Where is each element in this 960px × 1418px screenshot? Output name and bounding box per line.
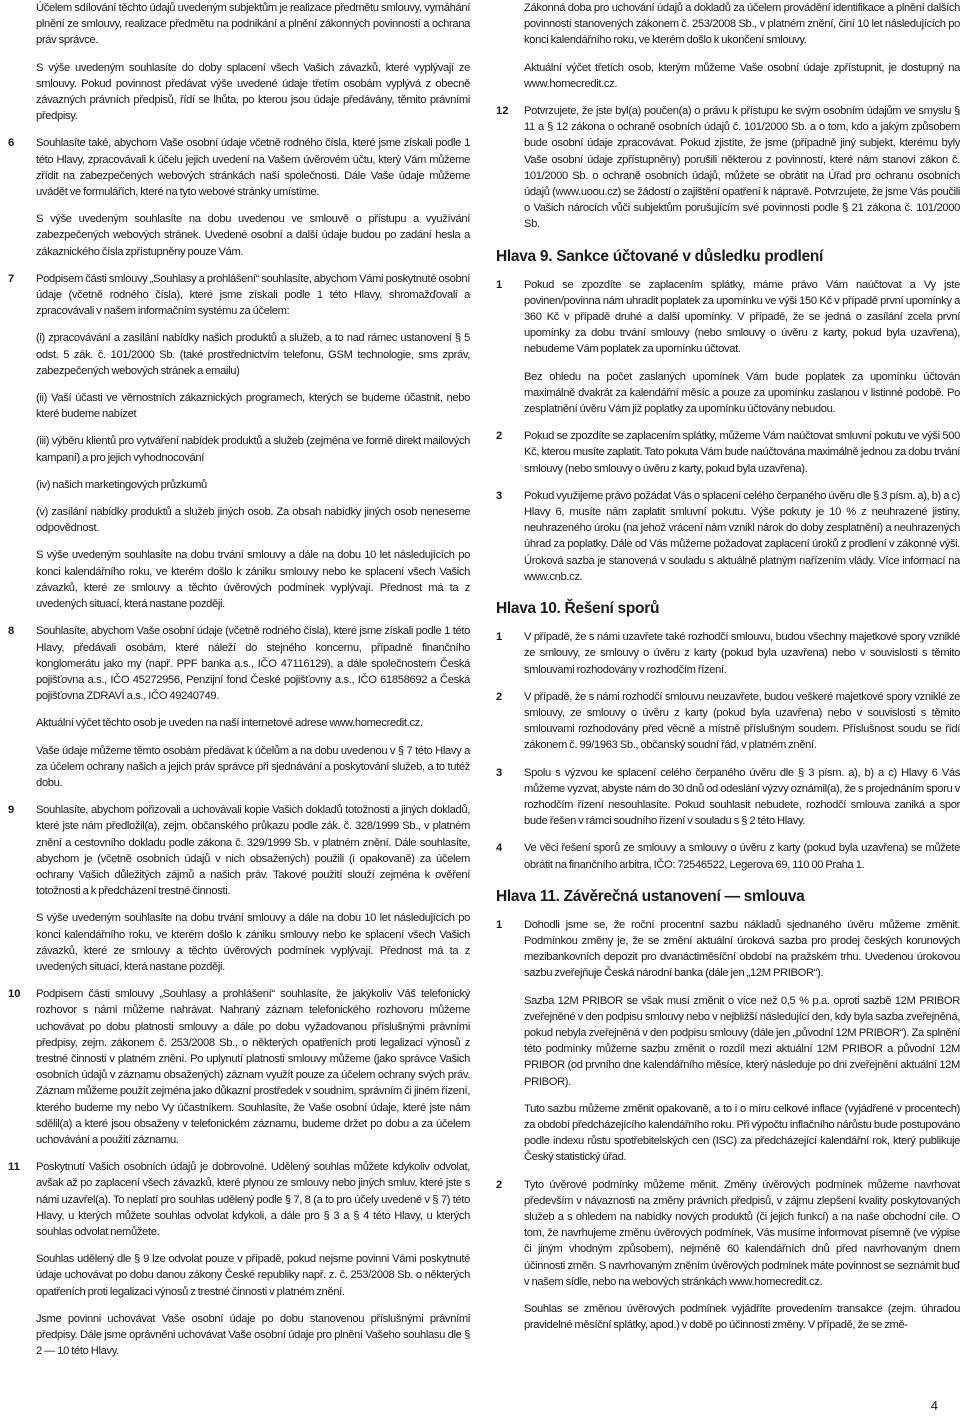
paragraph: Pokud využijeme právo požádat Vás o splacení celého čerpaného úvěru dle § 3 písm. a), b) a c) Hlavy 6, musíte nám zaplatit smluvní pokutu. Výše pokuty je 10 % z neuhrazené jistiny, neuhrazeného úroku (na jehož vrácení nám vznikl nárok do doby zesplatnění) a neuhrazených úhrad za poplatky. Dále od Vás můžeme požadovat zaplacení úroků z prodlení v zákonné výši. Úroková sazba je stanovená v souladu s aktuálně platným nařízením vlády. Více informací na www.cnb.cz.: [524, 489, 960, 583]
paragraph: S výše uvedeným souhlasíte do doby splacení všech Vašich závazků, které vyplývají ze smlouvy. Pokud povinnost předávat výše uvedené údaje třetím osobám vyplývá z obecně závazných právních předpisů, řídí se lhůta, po kterou jsou údaje předávány, těmito právními předpisy.: [36, 61, 470, 123]
paragraph: Pokud se zpozdíte se zaplacením splátky, máme právo Vám naúčtovat a Vy jste povinen/povinna nám uhradit poplatek za upomínku ve výši 150 Kč v případě první upomínky a 360 Kč v případě druhé a další upomínky. V případě, že se jedná o zasílání zcela první upomínky za dobu trvání smlouvy (nebo smlouvy o úvěru z karty, pokud byla uzavřena), nebudeme Vám poplatek za upomínku účtovat.: [524, 278, 960, 356]
section-11: [8, 1159, 470, 1359]
paragraph: Aktuální výčet třetích osob, kterým můžeme Vaše osobní údaje zpřístupnit, je dostupný na www.homecredit.cz.: [524, 61, 960, 90]
left-intro: [8, 0, 470, 124]
paragraph: Souhlasíte také, abychom Vaše osobní údaje včetně rodného čísla, které jsme získali podle 1 této Hlavy, zpracovávali k účelu jejich uvedení na Vašem úvěrovém účtu, který Vám můžeme zřídit na zabezpečených webových stránkách naší společnosti. Dále Vaše údaje můžeme uvádět ve formulářích, které na tyto webové stránky umístíme.: [36, 137, 470, 199]
paragraph: Ve věci řešení sporů ze smlouvy a smlouvy o úvěru z karty (pokud byla uzavřena) se můžete obrátit na finančního arbitra, IČO: 72546522, Legerova 69, 110 00 Praha 1.: [524, 842, 960, 871]
section-10: [8, 986, 470, 1148]
paragraph: S výše uvedeným souhlasíte na dobu uvedenou ve smlouvě o přístupu a využívání zabezpečených webových stránek. Uvedené osobní a další údaje budou po zadání hesla a zákaznického čísla zpřístupněny pouze Vám.: [36, 213, 470, 258]
paragraph: (v) zasílání nabídky produktů a služeb jiných osob. Za obsah nabídky jiných osob neneseme odpovědnost.: [36, 506, 470, 535]
paragraph: Účelem sdílování těchto údajů uvedeným subjektům je realizace předmětu smlouvy, vymáhání plnění ze smlouvy, realizace předmětu na podnikání a plnění zákonných povinností a ochrana práv správce.: [36, 2, 470, 47]
paragraph: Bez ohledu na počet zaslaných upomínek Vám bude poplatek za upomínku účtován maximálně dvakrát za kalendářní měsíc a pouze za upomínku zaslanou v listinné podobě. Po zesplatnění úvěru Vám již poplatky za upomínku účtovány nebudou.: [524, 370, 960, 416]
paragraph: (ii) Vaší účasti ve věrnostních zákaznických programech, kterých se budeme účastnit, nebo které budeme nabízet: [36, 392, 470, 421]
section-number: 6: [8, 137, 15, 150]
paragraph: Podpisem části smlouvy „Souhlasy a prohlášení“ souhlasíte, abychom Vámi poskytnuté osobní údaje (včetně rodného čísla), které jsme získali podle 1 této Hlavy, shromažďovali a zpracovávali v našem informačním systému za účelem:: [36, 272, 470, 318]
section-number: 1: [496, 918, 503, 931]
section-number: 2: [496, 430, 503, 443]
chapter-9-heading: Hlava 9. Sankce účtované v důsledku prodlení: [496, 247, 824, 265]
section-number: 2: [496, 690, 503, 703]
paragraph: Souhlas se změnou úvěrových podmínek vyjádříte provedením transakce (zejm. úhradou pravidelné měsíční splátky, apod.) v době po účinnosti změny. V případě, že se změ-: [524, 1303, 960, 1332]
chapter-9-section-3: [496, 488, 960, 585]
section-6: [8, 135, 470, 259]
chapter-10-section-3: [496, 765, 960, 830]
paragraph: Aktuální výčet těchto osob je uveden na naší internetové adrese www.homecredit.cz.: [36, 717, 423, 730]
section-number: 8: [8, 625, 15, 638]
chapter-10-section-2: [496, 689, 960, 754]
paragraph: Souhlas udělený dle § 9 lze odvolat pouze v případě, pokud nejsme povinni Vámi poskytnuté údaje uchovávat po dobu danou zákony České republiky např. z. č. 253/2008 Sb. o některých opatřeních proti legalizaci výnosů z trestné činnosti v platném znění.: [36, 1253, 470, 1298]
paragraph: Zákonná doba pro uchování údajů a dokladů za účelem provádění identifikace a plnění dalších povinností stanovených zákonem č. 253/2008 Sb., v platném znění, činí 10 let následujících po konci kalendářního roku, ve kterém došlo k ukončení smlouvy.: [524, 2, 960, 47]
section-number: 3: [496, 489, 503, 502]
section-number: 7: [8, 272, 15, 285]
section-9: [8, 802, 470, 975]
paragraph: (iv) našich marketingových průzkumů: [36, 478, 207, 491]
section-number: 1: [496, 278, 503, 291]
right-intro: [496, 0, 960, 92]
paragraph: Poskytnutí Vašich osobních údajů je dobrovolné. Udělený souhlas můžete kdykoliv odvolat, avšak až po zaplacení všech závazků, které plynou ze smlouvy nebo jiných smluv, které jste s námi uzavřel(a). To neplatí pro souhlas udělený podle § 7, 8 (a to pro účely uvedené v § 7) této Hlavy, u kterých můžete souhlas odvolat kdykoli, a dále pro § 3 a § 4 této Hlavy, u kterých souhlas odvolat nemůžete.: [36, 1161, 470, 1238]
paragraph: Podpisem části smlouvy „Souhlasy a prohlášení“ souhlasíte, že jakýkoliv Váš telefonický rozhovor s námi můžeme nahrávat. Nahraný záznam telefonického rozhovoru můžeme uchovávat po dobu platnosti smlouvy a dále po dobu vyžadovanou příslušnými právními předpisy, zejm. zákonem č. 253/2008 Sb., o některých opatřeních proti legalizaci výnosů z trestné činnosti v platném znění. Po uplynutí platnosti smlouvy můžeme (jako správce Vašich osobních údajů v záznamu obsažených) záznam využít pouze za účelem ochrany svých práv. Záznam můžeme použít zejména jako důkazní prostředek v soudním, správním či jiném řízení, kterého budeme my nebo Vy účastníkem. Souhlasíte, že Vaše osobní údaje, které jste nám sdělil(a) a které jsou obsaženy v telefonickém záznamu, budeme držet po dobu a za účelem uchovávání a použití záznamu.: [36, 988, 470, 1146]
paragraph: Tyto úvěrové podmínky můžeme měnit. Změny úvěrových podmínek můžeme navrhovat především v návaznosti na změny právních předpisů, v zájmu zlepšení kvality poskytovaných služeb a s ohledem na nabídky nových produktů (či jejich funkcí) a na naše obchodní cíle. O tom, že navrhujeme změnu úvěrových podmínek, Vás musíme informovat písemně (ve výpise či jiným vhodným způsobem), nejméně 60 kalendářních dnů před navrhovaným dnem účinnosti změn. S navrhovaným zněním úvěrových podmínek máte povinnost se seznámit buď v našem sídle, nebo na webových stránkách www.homecredit.cz.: [524, 1178, 960, 1288]
paragraph: Tuto sazbu můžeme změnit opakovaně, a to i o míru celkové inflace (vyjádřené v procentech) za období předcházejícího kalendářního roku. Při výpočtu inflačního nárůstu bude postupováno podle indexu růstu spotřebitelských cen (ISC) za předcházející kalendářní rok, který publikuje Český statistický úřad.: [524, 1102, 960, 1164]
paragraph: (i) zpracovávání a zasílání nabídky našich produktů a služeb, a to nad rámec ustanovení § 5 odst. 5 zák. č. 101/2000 Sb. (také prostřednictvím telefonu, GSM technologie, sms zpráv, zabezpečených webových stránek a emailu): [36, 332, 470, 377]
paragraph: Jsme povinni uchovávat Vaše osobní údaje po dobu stanovenou příslušnými právními předpisy. Dále jsme oprávněni uchovávat Vaše osobní údaje pro plnění Vašeho souhlasu dle § 2 — 10 této Hlavy.: [36, 1312, 470, 1358]
chapter-11-heading: Hlava 11. Závěrečná ustanovení — smlouva: [496, 887, 805, 905]
chapter-11-section-2: [496, 1177, 960, 1334]
paragraph: V případě, že s námi uzavřete také rozhodčí smlouvu, budou všechny majetkové spory vzniklé ze smlouvy, ze smlouvy o úvěru z karty (pokud byla uzavřena) nebo v souvislosti s těmito smlouvami rozhodovány v rozhodčím řízení.: [524, 631, 960, 676]
section-number: 12: [496, 105, 509, 118]
paragraph: Dohodli jsme se, že roční procentní sazbu nákladů sjednaného úvěru můžeme změnit. Podmínkou změny je, že se změní aktuální úroková sazba pro prodej českých korunových mezibankovních depozit pro dvanáctiměsíční období na pražském trhu. Uvedenou úrokovou sazbu zveřejňuje Česká národní banka (dále jen „12M PRIBOR“).: [524, 918, 960, 980]
section-12: [496, 103, 960, 233]
section-number: 11: [8, 1161, 20, 1174]
section-7: [8, 271, 470, 612]
page-number: 4: [930, 1398, 938, 1413]
section-number: 10: [8, 988, 21, 1001]
left-column: [8, 0, 470, 1370]
section-number: 3: [496, 766, 503, 779]
section-number: 4: [496, 842, 503, 855]
paragraph: S výše uvedeným souhlasíte na dobu trvání smlouvy a dále na dobu 10 let následujících po konci kalendářního roku, ve kterém došlo k zániku smlouvy nebo ke splacení všech Vašich závazků, které ze smlouvy a těchto úvěrových podmínek vyplývají. Přednost má ta z uvedených situací, která nastane později.: [36, 912, 470, 973]
paragraph: (iii) výběru klientů pro vytváření nabídek produktů a služeb (zejména ve formě direkt mailových kampaní) a pro jejich vyhodnocování: [36, 435, 470, 464]
paragraph: Pokud se zpozdíte se zaplacením splátky, můžeme Vám naúčtovat smluvní pokutu ve výši 500 Kč, kterou musíte zaplatit. Tato pokuta Vám bude naúčtována maximálně jednou za dobu trvání smlouvy (nebo smlouvy o úvěru z karty, pokud byla uzavřena).: [524, 430, 960, 475]
chapter-10-heading: Hlava 10. Řešení sporů: [496, 600, 660, 618]
right-column: [496, 0, 960, 1333]
section-number: 2: [496, 1178, 503, 1191]
chapter-9-section-2: [496, 428, 960, 477]
paragraph: Souhlasíte, abychom Vaše osobní údaje (včetně rodného čísla), které jsme získali podle 1 této Hlavy, předávali osobám, které náleží do stejného koncernu, případně finančního konglomerátu jako my (např. PPF banka a.s., IČO 47116129), a dále společnostem Česká pojišťovna a.s., IČO 45272956, Penzijní fond České pojišťovny a.s., IČO 61858692 a Česká pojišťovna ZDRAVÍ a.s., IČO 49240749.: [36, 625, 470, 703]
paragraph: Sazba 12M PRIBOR se však musí změnit o více než 0,5 % p.a. oproti sazbě 12M PRIBOR zveřejněné v den podpisu smlouvy nebo v nejbližší následující den, kdy byla sazba zveřejněná, pokud nebyla zveřejněná v den podpisu smlouvy (dále jen „původní 12M PRIBOR“). Za splnění této podmínky můžeme sazbu změnit o rozdíl mezi aktuální 12M PRIBOR a původní 12M PRIBOR (od prvního dne kalendářního měsíce, který následuje po dni zveřejnění aktuální 12M PRIBOR).: [524, 994, 960, 1088]
section-number: 9: [8, 804, 15, 817]
paragraph: Vaše údaje můžeme těmto osobám předávat k účelům a na dobu uvedenou v § 7 této Hlavy a za účelem ochrany našich a jejich práv správce při sjednávání a poskytování služeb, a to tutéž dobu.: [36, 744, 470, 789]
section-8: [8, 623, 470, 791]
section-number: 1: [496, 631, 503, 644]
paragraph: V případě, že s námi rozhodčí smlouvu neuzavřete, budou veškeré majetkové spory vzniklé ze smlouvy, ze smlouvy o úvěru z karty (pokud byla uzavřena) nebo v souvislosti s těmito smlouvami rozhodovány před věcně a místně příslušným soudem. Příslušnost soudu se řídí zákonem č. 99/1963 Sb., občanský soudní řád, v platném znění.: [524, 690, 960, 752]
paragraph: Spolu s výzvou ke splacení celého čerpaného úvěru dle § 3 písm. a), b) a c) Hlavy 6 Vás můžeme vyzvat, abyste nám do 30 dnů od odeslání výzvy oznámil(a), že s projednáním sporu v rozhodčím řízení nesouhlasíte. Pokud souhlasit nebudete, rozhodčí smlouva zaniká a spor bude řešen v rámci soudního řízení v souladu s § 2 této Hlavy.: [524, 766, 960, 828]
paragraph: Souhlasíte, abychom pořizovali a uchovávali kopie Vašich dokladů totožnosti a jiných dokladů, které jste nám předložil(a), zejm. občanského průkazu podle zák. č. 328/1999 Sb., v platném znění a cestovního dokladu podle zákona č. 329/1999 Sb. v platném znění. Dále souhlasíte, abychom je (včetně osobních údajů v nich obsažených) použili (i opakovaně) za účelem ochrany Vašich důležitých zájmů a našich práv. Takové použití slouží zejména k ověření totožnosti a k předcházení trestné činnosti.: [36, 804, 470, 898]
chapter-10-section-4: [496, 840, 960, 872]
paragraph: S výše uvedeným souhlasíte na dobu trvání smlouvy a dále na dobu 10 let následujících po konci kalendářního roku, ve kterém došlo k zániku smlouvy nebo ke splacení všech Vašich závazků, které ze smlouvy a těchto úvěrových podmínek vyplývají. Přednost má ta z uvedených situací, která nastane později.: [36, 549, 470, 611]
chapter-10-section-1: [496, 629, 960, 678]
chapter-11-section-1: [496, 917, 960, 1166]
chapter-9-section-1: [496, 277, 960, 418]
paragraph: Potvrzujete, že jste byl(a) poučen(a) o právu k přístupu ke svým osobním údajům ve smyslu § 11 a § 12 zákona o ochraně osobních údajů č. 101/2000 Sb. a o tom, kdo a jakým způsobem bude osobní údaje zpracovávat. Pokud zjistíte, že jsme (případně jiný subjekt, kterému byly Vaše osobní údaje zpřístupněny) porušili některou z povinností, které nám stanoví zákon č. 101/2000 Sb. o ochraně osobních údajů, můžete se obrátit na Úřad pro ochranu osobních údajů (www.uoou.cz) se žádostí o zajištění opatření k nápravě. Potvrzujete, že jsme Vás poučili o Vašich nárocích vůči subjektům porušujícím své povinnosti podle § 21 zákona č. 101/2000 Sb.: [524, 105, 960, 231]
